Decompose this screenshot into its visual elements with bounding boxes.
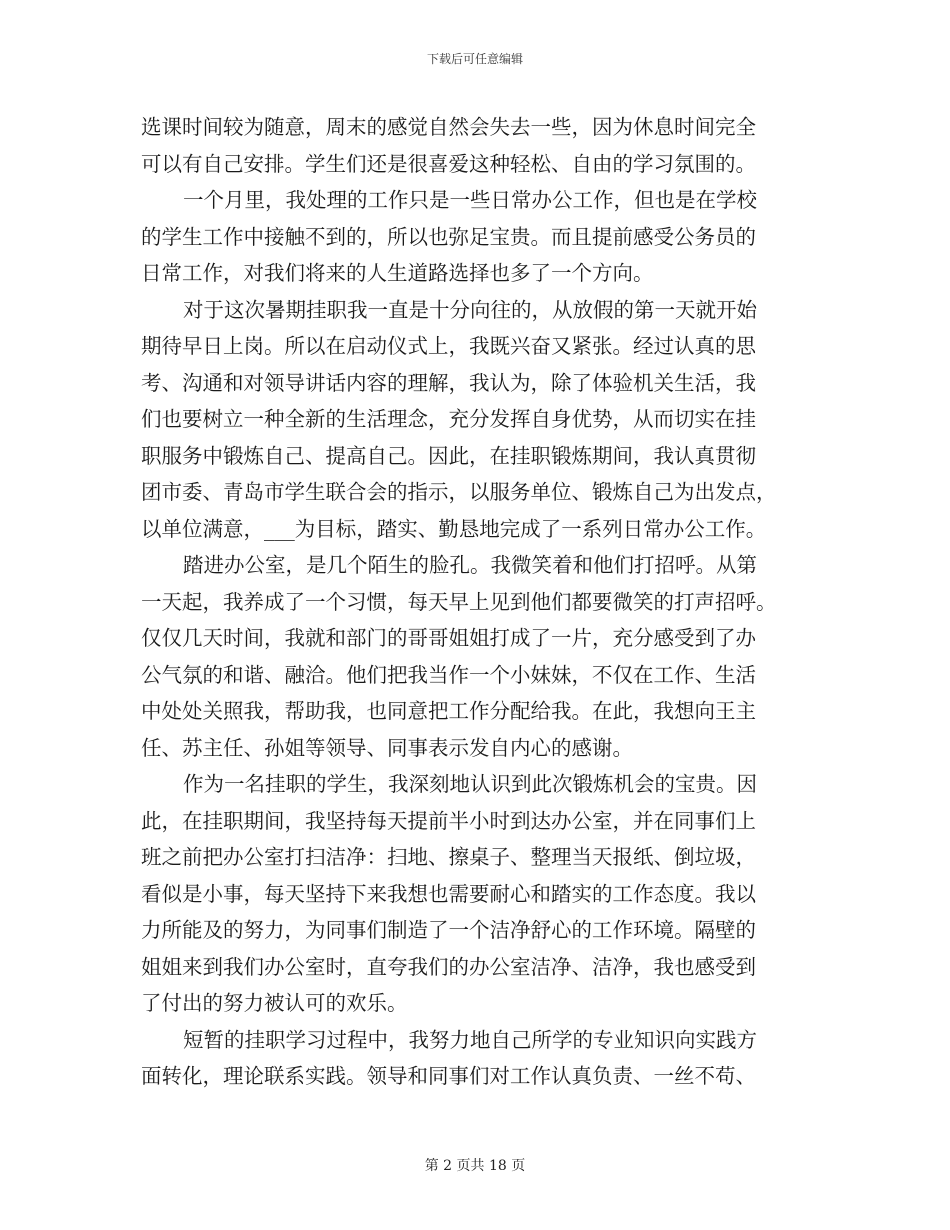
text-line: 选课时间较为随意，周末的感觉自然会失去一些，因为休息时间完全: [141, 115, 756, 139]
text-line: 公气氛的和谐、融洽。他们把我当作一个小妹妹，不仅在工作、生活: [141, 662, 756, 687]
text-line: 面转化，理论联系实践。领导和同事们对工作认真负责、一丝不苟、: [141, 1064, 756, 1088]
page-footer: 第 2 页共 18 页: [424, 1158, 526, 1174]
paragraph-start-line: 对于这次暑期挂职我一直是十分向往的，从放假的第一天就开始: [183, 297, 757, 322]
text-line: 一天起，我养成了一个习惯，每天早上见到他们都要微笑的打声招呼。: [141, 589, 777, 614]
paragraph-start-line: 作为一名挂职的学生，我深刻地认识到此次锻炼机会的宝贵。因: [183, 772, 757, 796]
text-line: 考、沟通和对领导讲话内容的理解，我认为，除了体验机关生活，我: [141, 370, 756, 395]
text-line: 此，在挂职期间，我坚持每天提前半小时到达办公室，并在同事们上: [141, 808, 756, 833]
text-line: 的学生工作中接触不到的，所以也弥足宝贵。而且提前感受公务员的: [141, 224, 756, 249]
text-line: 期待早日上岗。所以在启动仪式上，我既兴奋又紧张。经过认真的思: [141, 334, 756, 358]
text-line: 中处处关照我，帮助我，也同意把工作分配给我。在此，我想向王主: [141, 699, 756, 723]
paragraph-start-line: 一个月里，我处理的工作只是一些日常办公工作，但也是在学校: [183, 188, 757, 212]
text-line: 可以有自己安排。学生们还是很喜爱这种轻松、自由的学习氛围的。: [141, 151, 756, 176]
text-line: 任、苏主任、孙姐等领导、同事表示发自内心的感谢。: [141, 735, 633, 760]
text-line: 团市委、青岛市学生联合会的指示，以服务单位、锻炼自己为出发点，: [141, 480, 777, 504]
text-line: 力所能及的努力，为同事们制造了一个洁净舒心的工作环境。隔壁的: [141, 918, 756, 942]
text-line: 以单位满意，___为目标，踏实、勤恳地完成了一系列日常办公工作。: [141, 516, 767, 541]
paragraph-start-line: 短暂的挂职学习过程中，我努力地自己所学的专业知识向实践方: [183, 1027, 757, 1052]
paragraph-start-line: 踏进办公室，是几个陌生的脸孔。我微笑着和他们打招呼。从第: [183, 553, 757, 577]
text-line: 班之前把办公室打扫洁净：扫地、擦桌子、整理当天报纸、倒垃圾，: [141, 845, 756, 869]
text-line: 看似是小事，每天坚持下来我想也需要耐心和踏实的工作态度。我以: [141, 881, 756, 906]
text-line: 仅仅几天时间，我就和部门的哥哥姐姐打成了一片，充分感受到了办: [141, 626, 756, 650]
page-header: 下载后可任意编辑: [426, 52, 523, 66]
text-line: 们也要树立一种全新的生活理念，充分发挥自身优势，从而切实在挂: [141, 407, 756, 431]
text-line: 了付出的努力被认可的欢乐。: [141, 991, 408, 1015]
text-line: 日常工作，对我们将来的人生道路选择也多了一个方向。: [141, 261, 654, 285]
text-line: 姐姐来到我们办公室时，直夸我们的办公室洁净、洁净，我也感受到: [141, 954, 756, 979]
document-body: [141, 109, 791, 1095]
text-line: 职服务中锻炼自己、提高自己。因此，在挂职锻炼期间，我认真贯彻: [141, 443, 756, 468]
